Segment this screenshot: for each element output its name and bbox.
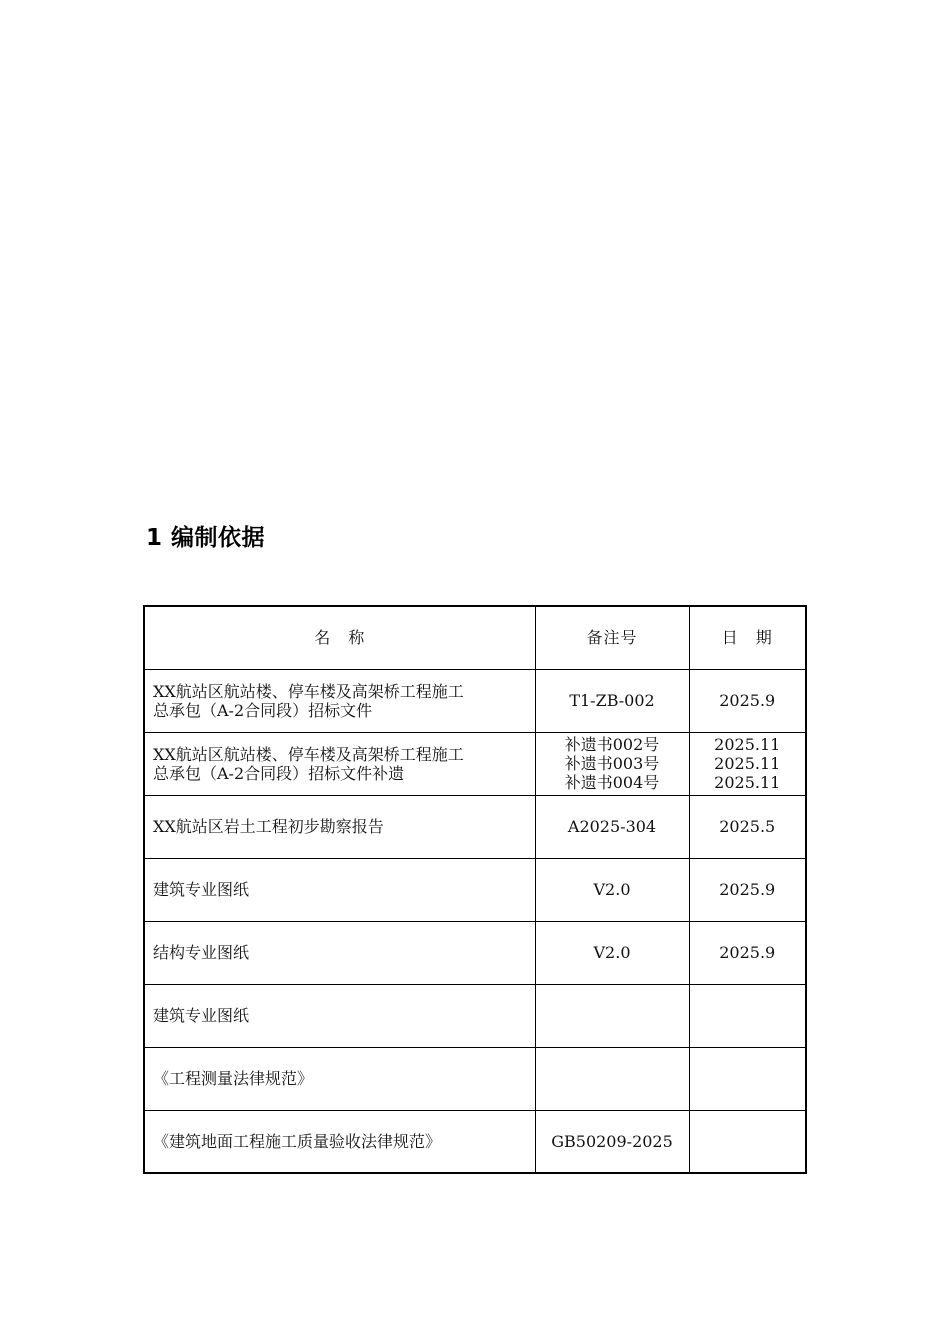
- cell-name-line: 总承包（A-2合同段）招标文件: [153, 700, 373, 720]
- section-heading: 1 编制依据: [146, 525, 266, 551]
- cell-date-line: 2025.9: [719, 691, 776, 710]
- cell-date: [689, 732, 806, 795]
- cell-name: [144, 669, 535, 732]
- cell-note: [535, 1110, 689, 1173]
- cell-date-line: 2025.9: [719, 880, 776, 899]
- cell-note: [535, 732, 689, 795]
- cell-note: [535, 858, 689, 921]
- cell-date-line: 2025.9: [719, 943, 776, 962]
- cell-note: [535, 921, 689, 984]
- header-name: 名 称: [144, 606, 535, 669]
- cell-date-line: 2025.11: [714, 754, 781, 773]
- cell-note-line: V2.0: [593, 880, 631, 899]
- cell-name: [144, 1110, 535, 1173]
- cell-date-line: 2025.11: [714, 773, 781, 792]
- cell-note: [535, 795, 689, 858]
- table-row: [144, 732, 806, 795]
- cell-note: [535, 669, 689, 732]
- header-note: 备注号: [535, 606, 689, 669]
- cell-name-line: 总承包（A-2合同段）招标文件补遗: [153, 763, 405, 783]
- cell-date: [689, 984, 806, 1047]
- cell-date: [689, 1110, 806, 1173]
- table-row: [144, 1047, 806, 1110]
- cell-date: [689, 1047, 806, 1110]
- cell-name-line: 《工程测量法律规范》: [153, 1069, 314, 1088]
- table-body: [144, 606, 806, 1173]
- cell-date-line: 2025.11: [714, 735, 781, 754]
- cell-name: [144, 795, 535, 858]
- cell-note: [535, 984, 689, 1047]
- cell-note-line: A2025-304: [567, 817, 657, 836]
- cell-name-line: 建筑专业图纸: [153, 880, 250, 899]
- cell-note-line: V2.0: [593, 943, 631, 962]
- cell-note-line: T1-ZB-002: [569, 691, 655, 710]
- cell-date: [689, 795, 806, 858]
- cell-name-line: 《建筑地面工程施工质量验收法律规范》: [153, 1131, 442, 1151]
- table-row: [144, 858, 806, 921]
- cell-note-line: GB50209-2025: [551, 1131, 673, 1151]
- cell-date: [689, 669, 806, 732]
- header-date: 日 期: [689, 606, 806, 669]
- cell-name-line: 建筑专业图纸: [153, 1006, 250, 1025]
- table-row: [144, 795, 806, 858]
- table-header-row: [144, 606, 806, 669]
- cell-name-line: XX航站区航站楼、停车楼及高架桥工程施工: [153, 681, 464, 701]
- cell-name: [144, 921, 535, 984]
- cell-date: [689, 921, 806, 984]
- cell-name: [144, 1047, 535, 1110]
- cell-note-line: 补遗书002号: [564, 735, 660, 754]
- cell-date-line: 2025.5: [719, 817, 776, 836]
- cell-name-line: XX航站区航站楼、停车楼及高架桥工程施工: [153, 744, 464, 764]
- cell-name: [144, 732, 535, 795]
- compilation-basis-table: [143, 605, 807, 1174]
- cell-note-line: 补遗书003号: [564, 754, 660, 773]
- table-row: [144, 921, 806, 984]
- cell-name-line: 结构专业图纸: [153, 943, 250, 962]
- cell-name-line: XX航站区岩土工程初步勘察报告: [153, 817, 384, 836]
- cell-name: [144, 984, 535, 1047]
- table-row: [144, 1110, 806, 1173]
- table-row: [144, 669, 806, 732]
- table-row: [144, 984, 806, 1047]
- cell-date: [689, 858, 806, 921]
- cell-note: [535, 1047, 689, 1110]
- cell-name: [144, 858, 535, 921]
- cell-note-line: 补遗书004号: [564, 773, 660, 792]
